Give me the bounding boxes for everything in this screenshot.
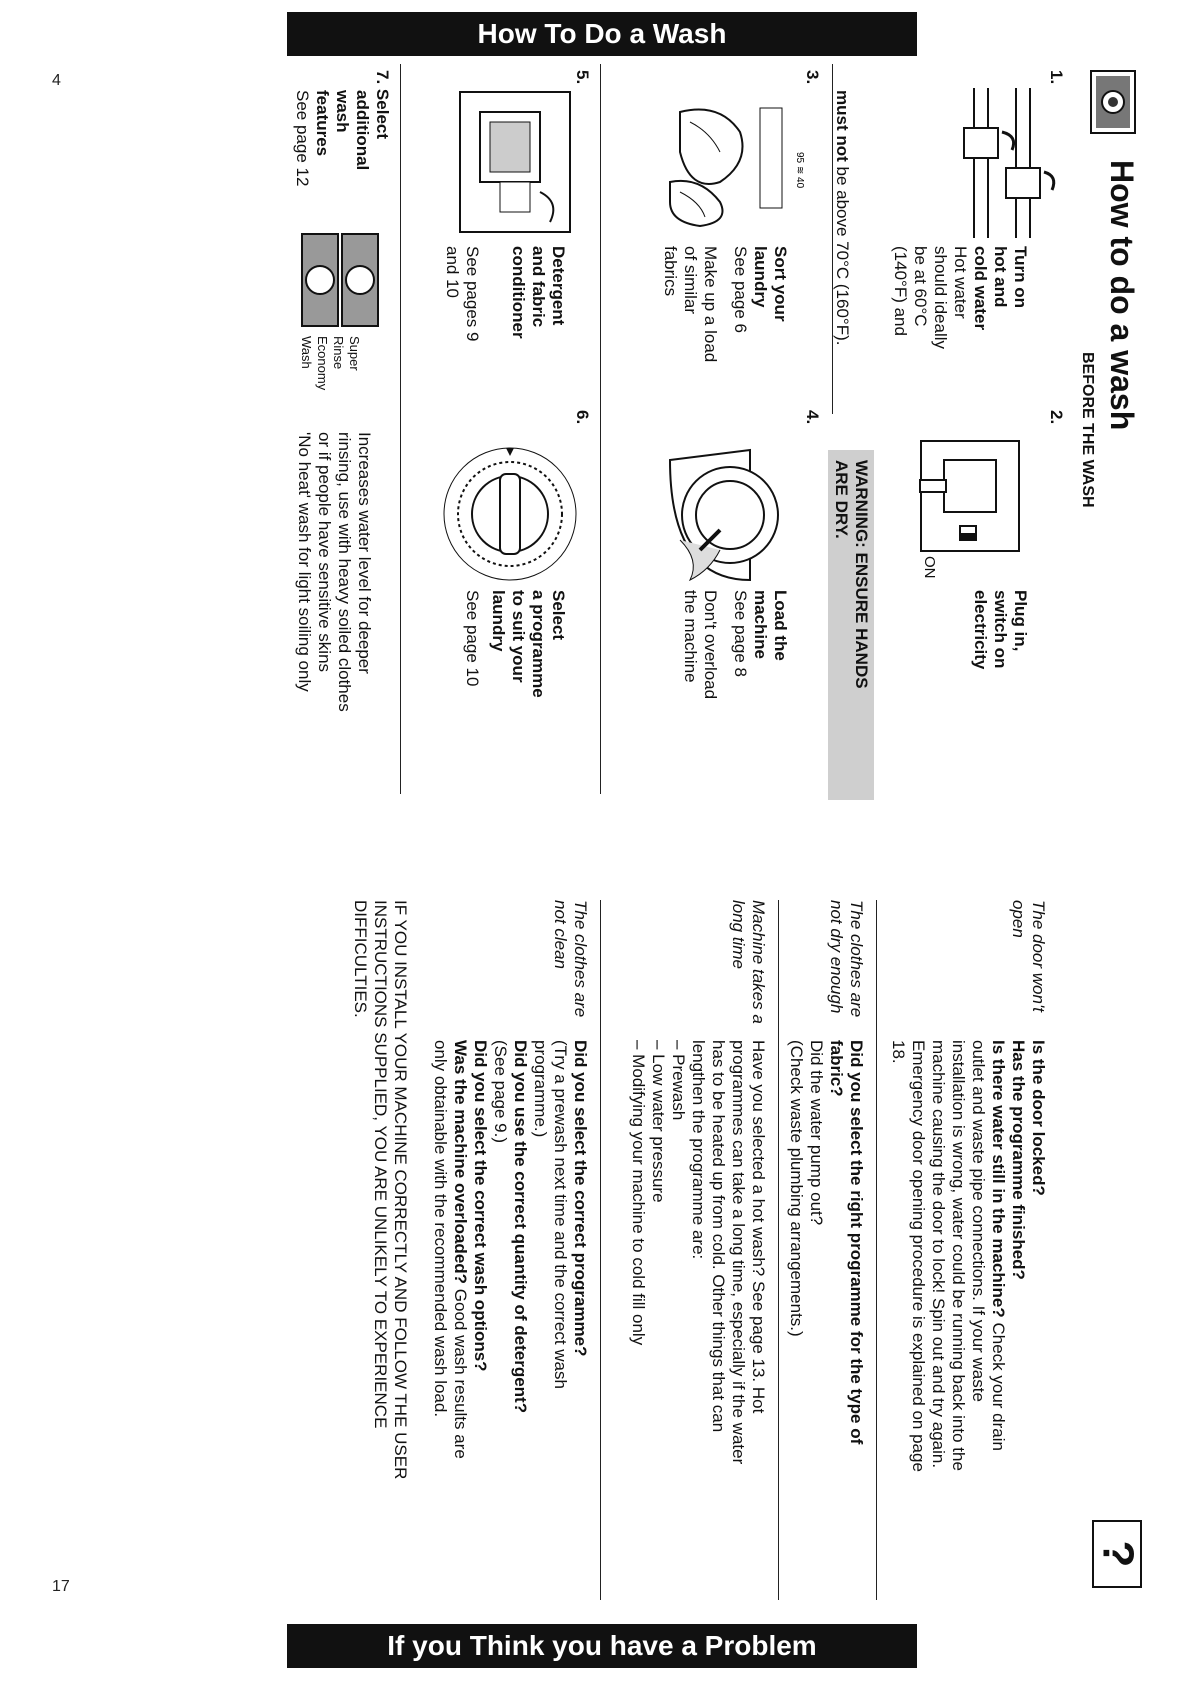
on-label: ON bbox=[921, 556, 938, 579]
warning-box: WARNING: ENSURE HANDS ARE DRY. bbox=[828, 450, 874, 800]
step-3-number: 3. bbox=[803, 70, 822, 85]
step-1-must-not: must not be above 70°C (160°F). bbox=[833, 90, 852, 346]
step-3-title: Sort your laundry See page 6 bbox=[731, 246, 790, 333]
before-the-wash: BEFORE THE WASH bbox=[1079, 352, 1096, 508]
symptom-long-time: Machine takes a long time bbox=[729, 900, 768, 1024]
step-4-text: Don't overload the machine bbox=[681, 590, 720, 700]
step-5-text: See pages 9 and 10 bbox=[443, 246, 482, 342]
problem-divider bbox=[600, 900, 601, 1600]
answer-not-dry: Did you select the right programme for the type of fabric? Did the water pump out? (Check waste plumbing arrangements.) bbox=[787, 1040, 866, 1445]
step-1-title: Turn on hot and cold water Hot water should ideally be at 60°C (140°F) and bbox=[891, 246, 1030, 350]
step-4-title: Load the machine See page 8 bbox=[731, 590, 790, 677]
laundry-illustration bbox=[660, 92, 805, 232]
svg-text:95 ≋ 40: 95 ≋ 40 bbox=[794, 152, 805, 189]
step-2-title: Plug in, switch on electricity bbox=[971, 590, 1030, 670]
step-5-number: 5. bbox=[573, 70, 592, 85]
divider-line bbox=[832, 64, 833, 414]
page-number-right: 17 bbox=[52, 1578, 70, 1595]
answer-not-clean: Did you select the correct programme? (Try a prewash next time and the correct wash programme.) Did you use the correct quantity of detergent? (See page 9.) Did you select the correct wash options? Was the machine overloaded? Good wash results are only obtainable with the recommended wash load. bbox=[431, 1040, 590, 1459]
step-5-title: Detergent and fabric conditioner bbox=[509, 246, 568, 339]
step-6-ref: See page 10 bbox=[463, 590, 482, 687]
step-4-number: 4. bbox=[803, 410, 822, 425]
how-to-do-a-wash-bar: How To Do a Wash bbox=[287, 12, 917, 56]
question-mark-icon: ? bbox=[1092, 1520, 1142, 1588]
divider-line bbox=[400, 64, 401, 794]
detergent-drawer-illustration bbox=[440, 92, 580, 232]
water-taps-illustration bbox=[952, 88, 1058, 238]
loading-machine-illustration bbox=[660, 440, 792, 590]
page-number-left: 4 bbox=[52, 72, 61, 89]
problem-footer: IF YOU INSTALL YOUR MACHINE CORRECTLY AND FOLLOW THE USER INSTRUCTIONS SUPPLIED, YOU ARE UNLIKELY TO EXPERIENCE DIFFICULTIES. bbox=[351, 900, 410, 1480]
problem-divider bbox=[778, 900, 779, 1600]
option-buttons-illustration bbox=[300, 232, 380, 328]
step-3-text: Make up a load of similar fabrics bbox=[661, 246, 720, 363]
problem-bar: If you Think you have a Problem bbox=[287, 1624, 917, 1668]
step-1-number: 1. bbox=[1047, 70, 1066, 85]
power-socket-illustration bbox=[920, 440, 1020, 552]
step-6-title: Select a programme to suit your laundry bbox=[489, 590, 568, 698]
symptom-not-dry: The clothes are not dry enough bbox=[827, 900, 866, 1018]
answer-door: Is the door locked? Has the programme finished? Is there water still in the machine? Check your drain outlet and waste pipe connections. If your waste installation is wrong, water could be running back into the machine causing the door to lock! Spin out and try again. Emergency door opening procedure is explained on page 18. bbox=[889, 1040, 1048, 1472]
symptom-not-clean: The clothes are not clean bbox=[551, 900, 590, 1018]
symptom-door: The door won't open bbox=[1009, 900, 1048, 1012]
option-labels: Super Rinse Economy Wash bbox=[299, 336, 362, 391]
step-2-number: 2. bbox=[1047, 410, 1066, 425]
step-7-text: Increases water level for deeper rinsing, use with heavy soiled clothes or if people have sensitive skins 'No heat' wash for light soiling only bbox=[295, 432, 374, 712]
step-6-number: 6. bbox=[573, 410, 592, 425]
divider-line bbox=[600, 64, 601, 794]
step-7-title: 7. Select additional wash features See page 12 bbox=[293, 70, 392, 187]
washing-machine-icon-box bbox=[1090, 70, 1136, 134]
problem-divider bbox=[876, 900, 877, 1600]
wash-title: How to do a wash bbox=[1104, 160, 1140, 431]
programme-dial-illustration bbox=[440, 444, 580, 584]
answer-long-time: Have you selected a hot wash? See page 13. Hot programmes can take a long time, especially if the water has to be heated up from cold. Other things that can lengthen the programme are: – Prewash – Low water pressure – Modifying your machine to cold fill only bbox=[629, 1040, 768, 1465]
